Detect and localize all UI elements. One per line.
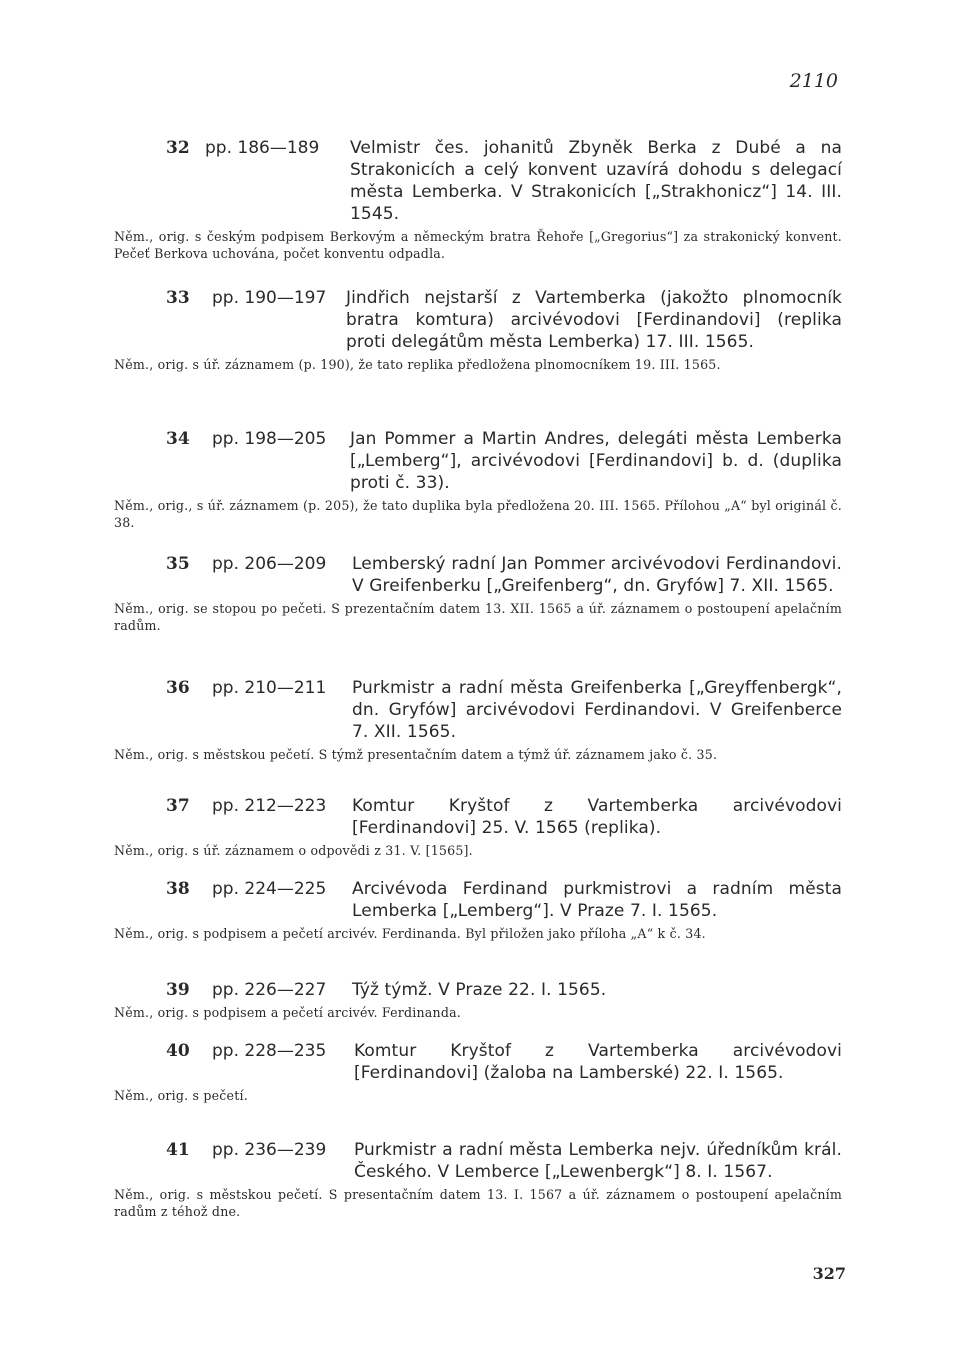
entry-title: Jindřich nejstarší z Vartemberka (jakožto plnomocník bratra komtura) arcivévodovi [Ferdinandovi] (replika proti delegátům města Lemberka) 17. III. 1565. <box>346 288 842 352</box>
entry-pages: pp. 198—205 <box>212 429 327 449</box>
entry-pages: pp. 190—197 <box>212 288 327 308</box>
entry-pages: pp. 236—239 <box>212 1140 327 1160</box>
entry-33 <box>114 287 842 373</box>
entry-title: Týž týmž. V Praze 22. I. 1565. <box>352 980 607 1000</box>
entry-title: Purkmistr a radní města Greifenberka [„Greyffenbergk“, dn. Gryfów] arcivévodovi Ferdinandovi. V Greifenberce 7. XII. 1565. <box>352 678 842 742</box>
entry-pages: pp. 212—223 <box>212 796 327 816</box>
entry-36 <box>114 677 842 763</box>
entry-number: 36 <box>166 678 190 698</box>
entry-note: Něm., orig., s úř. záznamem (p. 205), že tato duplika byla předložena 20. III. 1565. Přílohou „A“ byl originál č. 38. <box>114 498 842 530</box>
entry-41 <box>114 1139 842 1220</box>
page-number-top: 2110 <box>789 70 838 92</box>
entry-note: Něm., orig. s pečetí. <box>114 1088 248 1103</box>
entry-title: Komtur Kryštof z Vartemberka arcivévodovi [Ferdinandovi] (žaloba na Lamberské) 22. I. 1565. <box>354 1041 842 1083</box>
entry-note: Něm., orig. s úř. záznamem o odpovědi z 31. V. [1565]. <box>114 843 473 858</box>
entry-number: 32 <box>166 138 190 158</box>
entry-32 <box>114 137 842 262</box>
entry-35 <box>114 553 842 634</box>
entry-pages: pp. 210—211 <box>212 678 327 698</box>
entry-40 <box>114 1040 842 1104</box>
entry-title: Velmistr čes. johanitů Zbyněk Berka z Dubé a na Strakonicích a celý konvent uzavírá dohodu s delegací města Lemberka. V Strakonicích [„Strakhonicz“] 14. III. 1545. <box>350 138 842 224</box>
entry-39 <box>114 979 842 1021</box>
entry-number: 41 <box>166 1140 190 1160</box>
entry-note: Něm., orig. s městskou pečetí. S týmž presentačním datem a týmž úř. záznamem jako č. 35. <box>114 747 718 762</box>
entry-number: 34 <box>166 429 190 449</box>
entry-pages: pp. 206—209 <box>212 554 327 574</box>
entry-pages: pp. 228—235 <box>212 1041 327 1061</box>
entry-title: Jan Pommer a Martin Andres, delegáti města Lemberka [„Lemberg“], arcivévodovi [Ferdinandovi] b. d. (duplika proti č. 33). <box>350 429 842 493</box>
entry-38 <box>114 878 842 942</box>
entry-note: Něm., orig. s podpisem a pečetí arcivév. Ferdinanda. <box>114 1005 461 1020</box>
entry-note: Něm., orig. s českým podpisem Berkovým a německým bratra Řehoře [„Gregorius“] za strakonický konvent. Pečeť Berkova uchována, počet konventu odpadla. <box>114 229 842 261</box>
entry-number: 39 <box>166 980 190 1000</box>
entry-note: Něm., orig. s úř. záznamem (p. 190), že tato replika předložena plnomocníkem 19. III. 1565. <box>114 357 721 372</box>
entry-number: 38 <box>166 879 190 899</box>
entry-number: 33 <box>166 288 190 308</box>
entry-title: Purkmistr a radní města Lemberka nejv. úředníkům král. Českého. V Lemberce [„Lewenbergk“] 8. I. 1567. <box>354 1140 842 1182</box>
entry-37 <box>114 795 842 859</box>
page-number-bottom: 327 <box>812 1264 846 1283</box>
entry-note: Něm., orig. s městskou pečetí. S presentačním datem 13. I. 1567 a úř. záznamem o postoupení apelačním radům z téhož dne. <box>114 1187 842 1219</box>
entry-title: Komtur Kryštof z Vartemberka arcivévodovi [Ferdinandovi] 25. V. 1565 (replika). <box>352 796 842 838</box>
entry-title: Arcivévoda Ferdinand purkmistrovi a radním města Lemberka [„Lemberg“]. V Praze 7. I. 1565. <box>352 879 842 921</box>
entry-pages: pp. 226—227 <box>212 980 327 1000</box>
entry-note: Něm., orig. s podpisem a pečetí arcivév. Ferdinanda. Byl přiložen jako příloha „A“ k č. 34. <box>114 926 706 941</box>
entry-pages: pp. 186—189 <box>205 138 320 158</box>
entry-title: Lemberský radní Jan Pommer arcivévodovi Ferdinandovi. V Greifenberku [„Greifenberg“, dn. Gryfów] 7. XII. 1565. <box>352 554 842 596</box>
entry-number: 37 <box>166 796 190 816</box>
entry-34 <box>114 428 842 531</box>
entry-pages: pp. 224—225 <box>212 879 327 899</box>
entry-number: 35 <box>166 554 190 574</box>
entry-number: 40 <box>166 1041 190 1061</box>
entry-note: Něm., orig. se stopou po pečeti. S prezentačním datem 13. XII. 1565 a úř. záznamem o postoupení apelačním radům. <box>114 601 842 633</box>
